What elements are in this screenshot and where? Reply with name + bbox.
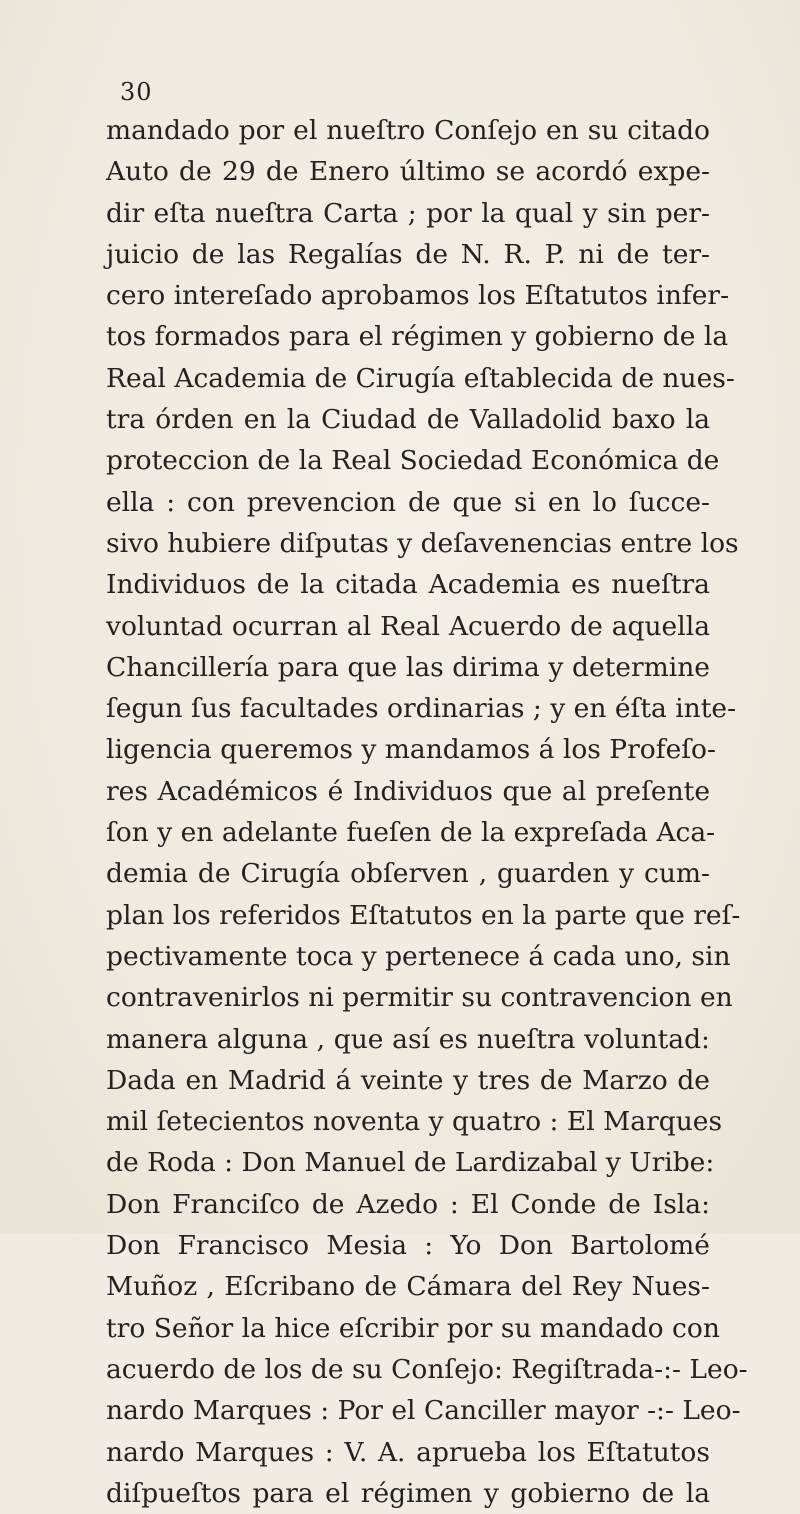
text-line: dir eſta nueſtra Carta ; por la qual y sin per- [106,197,710,229]
text-line: Auto de 29 de Enero último se acordó expe- [106,156,710,188]
text-line: de Roda : Don Manuel de Lardizabal y Uribe: [106,1147,715,1179]
text-line: diſpueſtos para el régimen y gobierno de la [106,1477,710,1509]
text-line: Don Francisco Mesia : Yo Don Bartolomé [106,1230,710,1262]
body-text [106,110,748,1514]
text-line: Real Academia de Cirugía eſtablecida de nues- [106,362,735,394]
text-line: manera alguna , que así es nueſtra voluntad: [106,1023,710,1055]
text-line: plan los referidos Eſtatutos en la parte que reſ- [106,899,741,931]
text-line: Individuos de la citada Academia es nueſtra [106,569,710,601]
text-line: Chancillería para que las dirima y determine [106,651,710,683]
text-line: mandado por el nueſtro Conſejo en su citado [106,115,710,146]
text-line: nardo Marques : Por el Canciller mayor -:- Leo- [106,1395,741,1427]
text-line: tro Señor la hice eſcribir por su mandado con [106,1312,720,1344]
text-line: ſon y en adelante fueſen de la expreſada Aca- [106,817,716,849]
text-line: nardo Marques : V. A. aprueba los Eſtatutos [106,1436,710,1468]
text-line: tra órden en la Ciudad de Valladolid baxo la [106,404,710,436]
text-line: juicio de las Regalías de N. R. P. ni de ter- [106,238,710,270]
text-line: cero intereſado aprobamos los Eſtatutos infer- [106,280,730,312]
text-line: proteccion de la Real Sociedad Económica de [106,445,720,477]
text-line: ella : con prevencion de que si en lo ſucce- [106,486,710,518]
text-line: pectivamente toca y pertenece á cada uno, sin [106,940,731,972]
text-line: ſegun ſus facultades ordinarias ; y en éſta inte- [106,693,737,725]
text-line: demia de Cirugía obſerven , guarden y cum- [106,858,710,890]
text-line: voluntad ocurran al Real Acuerdo de aquella [106,610,710,642]
page-number: 30 [120,78,153,106]
text-line: Dada en Madrid á veinte y tres de Marzo de [106,1064,710,1096]
text-line: ligencia queremos y mandamos á los Profeſo- [106,734,716,766]
text-line: acuerdo de los de su Conſejo: Regiſtrada-:- Leo- [106,1353,748,1385]
text-line: sivo hubiere diſputas y deſavenencias entre los [106,527,739,559]
text-line: tos formados para el régimen y gobierno de la [106,321,729,353]
text-line: Muñoz , Eſcribano de Cámara del Rey Nues- [106,1271,710,1303]
text-line: mil ſetecientos noventa y quatro : El Marques [106,1106,723,1138]
text-line: contravenirlos ni permitir su contravencion en [106,982,733,1014]
text-line: Don Franciſco de Azedo : El Conde de Isla: [106,1188,710,1220]
text-line: res Académicos é Individuos que al preſente [106,775,710,807]
